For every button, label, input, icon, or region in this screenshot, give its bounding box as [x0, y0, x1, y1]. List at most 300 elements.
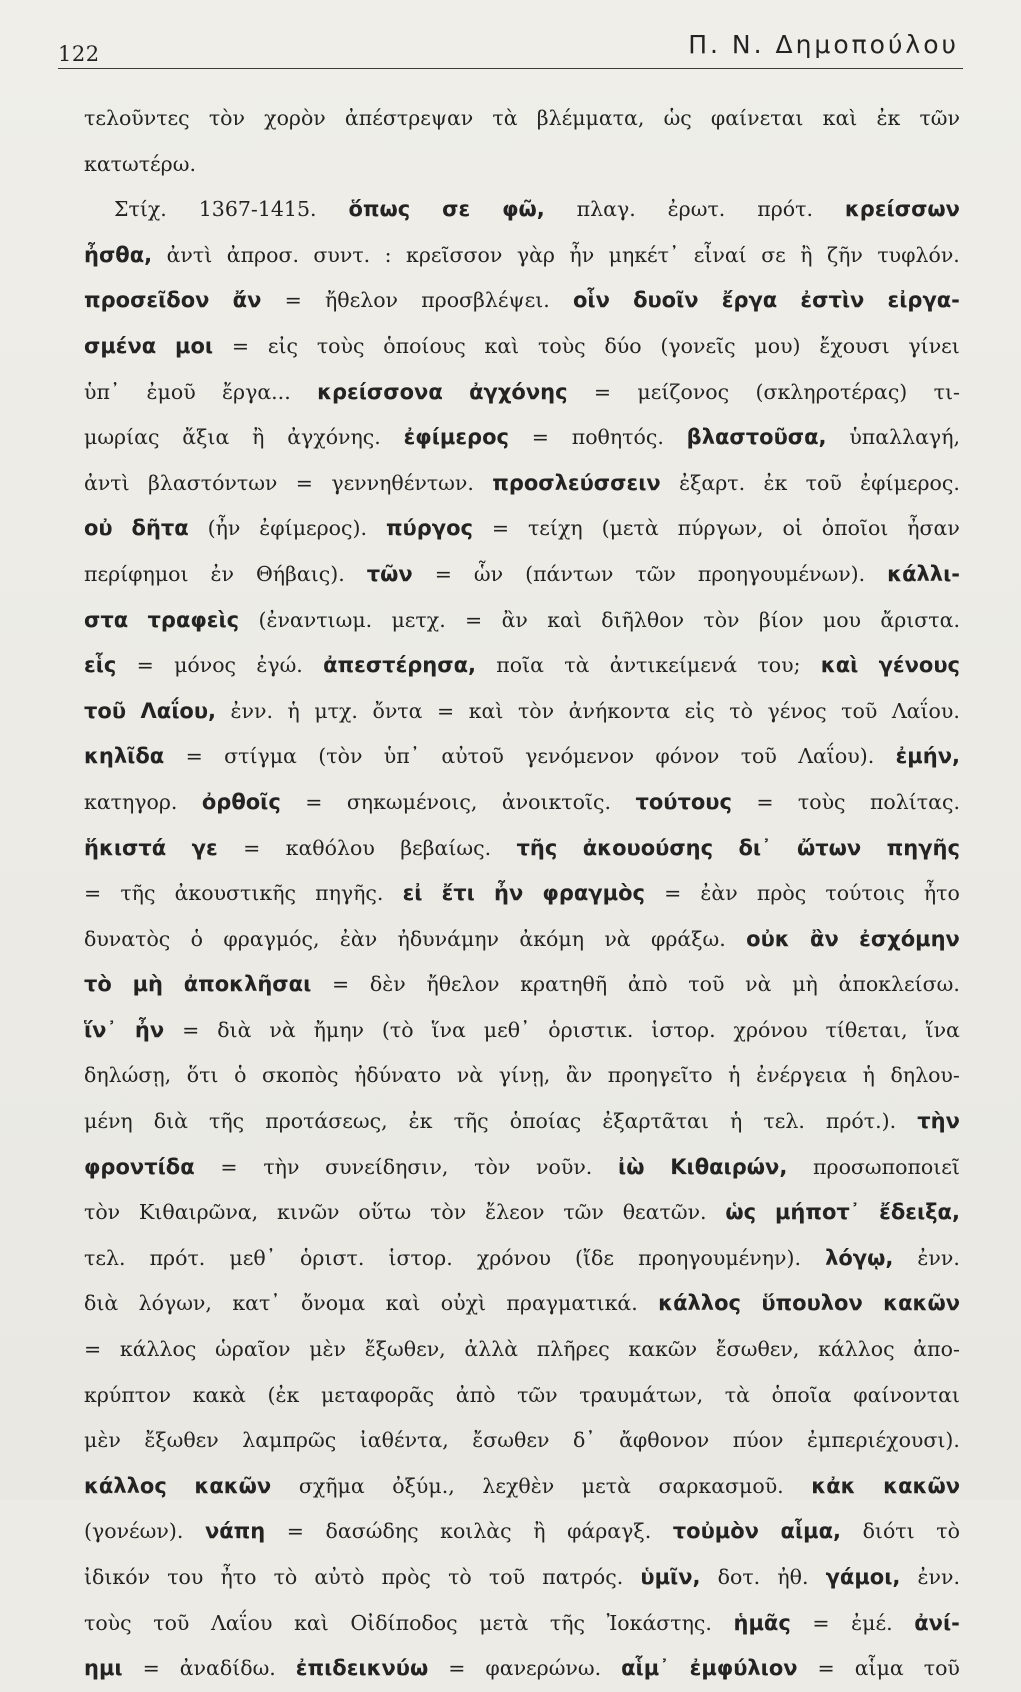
- gloss-word: ὧν: [473, 561, 504, 586]
- lemma-word: τραφεὶς: [147, 607, 240, 632]
- gloss-word: ἰδικόν: [84, 1565, 151, 1589]
- lemma-word: ἂν: [810, 926, 839, 951]
- gloss-word: Λαΐου).: [798, 744, 875, 769]
- gloss-word: =: [142, 1656, 160, 1681]
- gloss-word: βίον: [758, 607, 804, 632]
- gloss-word: =: [593, 379, 612, 404]
- gloss-word: τῶν: [517, 1382, 558, 1407]
- gloss-word: ἦτο: [220, 1565, 257, 1589]
- gloss-word: τι-: [933, 379, 960, 404]
- lemma-word: Κιθαιρών,: [670, 1154, 788, 1179]
- lemma-word: ἀκουούσης: [582, 835, 714, 860]
- lemma-word: μὴ: [132, 972, 163, 997]
- gloss-word: =: [437, 698, 455, 723]
- gloss-word: καθόλου: [285, 835, 375, 860]
- gloss-word: μεθ᾽: [229, 1245, 276, 1270]
- gloss-word: σαρκασμοῦ.: [658, 1473, 784, 1498]
- gloss-word: ὁ: [190, 926, 203, 951]
- text-line: [84, 780, 960, 826]
- gloss-word: =: [84, 881, 102, 906]
- text-line: [84, 1327, 960, 1373]
- gloss-word: 1367-1415.: [198, 197, 317, 222]
- gloss-word: νοῦν.: [536, 1154, 593, 1179]
- gloss-word: τὸ: [273, 1565, 298, 1589]
- gloss-word: λόγων,: [138, 1291, 212, 1316]
- gloss-word: του: [167, 1565, 204, 1589]
- gloss-word: Οἰδίποδος: [350, 1610, 458, 1635]
- gloss-word: μου: [822, 607, 862, 632]
- gloss-word: ὁριστ.: [300, 1245, 365, 1270]
- gloss-word: οἱ: [782, 516, 803, 541]
- lemma-word: εἰργα-: [887, 288, 960, 313]
- gloss-word: τὸν: [474, 1154, 511, 1179]
- lemma-word: ἐμήν,: [895, 744, 960, 769]
- gloss-word: δηλώσῃ,: [84, 1063, 172, 1088]
- gloss-word: εἰς: [684, 698, 715, 723]
- gloss-word: τοὺς: [84, 1610, 132, 1635]
- text-line: [84, 96, 960, 142]
- lemma-word: φῶ,: [502, 197, 545, 222]
- gloss-word: πρότ.: [149, 1245, 206, 1270]
- gloss-word: πατρός.: [542, 1565, 624, 1589]
- gloss-word: ἱστορ.: [651, 1017, 716, 1042]
- gloss-word: τοῦ: [923, 1656, 960, 1681]
- lemma-word: σμένα: [84, 333, 157, 358]
- gloss-word: τὸν: [84, 1200, 121, 1225]
- gloss-word: ἐξαρτ.: [679, 470, 746, 495]
- gloss-word: γενόμενον: [525, 744, 635, 769]
- lemma-word: πύργος: [385, 516, 473, 541]
- gloss-word: ἄφθονον: [619, 1428, 710, 1453]
- gloss-word: μου): [754, 333, 801, 358]
- text-line: [84, 1281, 960, 1327]
- lemma-word: οἷν: [572, 288, 610, 313]
- lemma-word: ἔδειξα,: [879, 1200, 960, 1225]
- gloss-word: χρόνου: [476, 1245, 551, 1270]
- gloss-word: ἔσωθεν: [472, 1428, 550, 1453]
- gloss-word: Θήβαις).: [255, 561, 345, 586]
- gloss-word: =: [434, 561, 452, 586]
- gloss-word: ἐξαρτᾶται: [602, 1109, 709, 1134]
- gloss-word: ἔξωθεν,: [364, 1337, 446, 1362]
- gloss-word: νὰ: [745, 972, 772, 997]
- text-line: [84, 187, 960, 233]
- gloss-word: (ἦν: [207, 516, 241, 541]
- lemma-word: κρείσσων: [844, 197, 960, 222]
- gloss-word: καὶ: [468, 698, 504, 723]
- text-line: [84, 142, 960, 188]
- gloss-word: ἱστορ.: [388, 1245, 453, 1270]
- lemma-word: ὀρθοῖς: [201, 789, 281, 814]
- gloss-word: σε: [761, 242, 786, 267]
- text-line: [84, 233, 960, 279]
- gloss-word: φράξω.: [651, 926, 726, 951]
- gloss-word: μένη: [84, 1109, 133, 1134]
- gloss-word: λεχθὲν: [482, 1473, 555, 1498]
- lemma-word: καὶ: [820, 653, 859, 678]
- gloss-word: (μετὰ: [601, 516, 659, 541]
- gloss-word: ἐὰν: [700, 881, 738, 906]
- lemma-word: ἰὼ: [618, 1154, 645, 1179]
- lemma-word: φραγμὸς: [542, 881, 645, 906]
- gloss-word: (σκληροτέρας): [755, 379, 908, 404]
- gloss-word: ἔξωθεν: [144, 1428, 219, 1453]
- gloss-word: ἄξια: [182, 425, 230, 450]
- gloss-word: τοῦ: [841, 698, 878, 723]
- text-line: [84, 962, 960, 1008]
- gloss-word: ἵνα: [431, 1017, 466, 1042]
- gloss-word: νὰ: [269, 1017, 296, 1042]
- text-line: [84, 461, 960, 507]
- text-line: [84, 689, 960, 735]
- gloss-word: συντ.: [313, 242, 371, 267]
- gloss-word: οὕτω: [358, 1200, 412, 1225]
- gloss-word: συνείδησιν,: [325, 1154, 449, 1179]
- lemma-word: σε: [442, 197, 471, 222]
- gloss-word: ἐφίμερος.: [860, 470, 960, 495]
- gloss-word: ἤθελον: [324, 288, 398, 313]
- gloss-word: μηκέτ᾽: [608, 242, 680, 267]
- gloss-word: =: [305, 789, 323, 814]
- gloss-word: ἀντὶ: [84, 470, 130, 495]
- lemma-word: αἷμ᾽: [621, 1656, 670, 1681]
- gloss-word: γὰρ: [516, 242, 555, 267]
- gloss-word: ἐμέ.: [851, 1610, 893, 1635]
- gloss-word: τοὺς: [316, 333, 365, 358]
- gloss-word: ἐν: [210, 561, 234, 586]
- gloss-word: φαίνεται: [710, 106, 804, 130]
- lemma-word: κάλλος: [84, 1473, 167, 1498]
- gloss-word: ἐνν.: [230, 698, 273, 723]
- gloss-word: τὴν: [263, 1154, 300, 1179]
- gloss-word: ὡς: [663, 106, 692, 130]
- gloss-word: δ᾽: [572, 1428, 596, 1453]
- gloss-word: =: [756, 789, 774, 814]
- gloss-word: ἠθ.: [777, 1565, 809, 1589]
- gloss-word: μετὰ: [479, 1610, 529, 1635]
- gloss-word: (ἐναντιωμ.: [258, 607, 373, 632]
- gloss-word: κατ᾽: [232, 1291, 281, 1316]
- gloss-word: μεθ᾽: [483, 1017, 531, 1042]
- gloss-word: =: [284, 288, 302, 313]
- gloss-word: πρότ.: [757, 197, 813, 222]
- gloss-word: φαίνονται: [853, 1382, 960, 1407]
- gloss-word: αἷμα: [854, 1656, 904, 1681]
- gloss-word: τείχη: [527, 516, 583, 541]
- gloss-word: ἡ: [730, 1109, 743, 1134]
- lemma-word: νάπη: [204, 1519, 266, 1544]
- lemma-word: ημι: [84, 1656, 123, 1681]
- gloss-word: ἀνοικτοῖς.: [501, 789, 612, 814]
- gloss-word: ἤμην: [313, 1017, 364, 1042]
- running-head: Π. Ν. Δημοπούλου: [688, 30, 959, 59]
- gloss-word: ἄριστα.: [880, 607, 960, 632]
- gloss-word: πρὸς: [756, 881, 807, 906]
- gloss-word: τὰ: [492, 106, 518, 130]
- gloss-word: κινῶν: [277, 1200, 340, 1225]
- gloss-word: κατωτέρω.: [84, 151, 196, 176]
- gloss-word: δύο: [604, 333, 642, 358]
- gloss-word: κακῶν: [628, 1337, 698, 1362]
- lemma-word: αἷμα,: [780, 1519, 842, 1544]
- gloss-word: τοῦ: [805, 470, 842, 495]
- lemma-word: ἵν᾽: [84, 1017, 117, 1042]
- lemma-word: λόγῳ,: [825, 1245, 894, 1270]
- lemma-word: εἷς: [84, 653, 117, 678]
- gloss-word: σκοπὸς: [262, 1063, 339, 1088]
- lemma-word: κακῶν: [883, 1291, 960, 1316]
- lemma-word: ἀπεστέρησα,: [323, 653, 477, 678]
- text-line: [84, 1373, 960, 1419]
- gloss-word: ἐμπεριέχουσι).: [807, 1428, 960, 1453]
- gloss-word: προσωποποιεῖ: [813, 1154, 960, 1179]
- lemma-word: τῶν: [366, 561, 413, 586]
- gloss-word: κρύπτον: [84, 1382, 171, 1407]
- gloss-word: =: [332, 972, 350, 997]
- gloss-word: Κιθαιρῶνα,: [139, 1200, 259, 1225]
- gloss-word: ἔχουσι: [819, 333, 890, 358]
- gloss-word: =: [491, 516, 510, 541]
- gloss-word: τῆς: [120, 881, 156, 906]
- gloss-word: βλαστόντων: [148, 470, 278, 495]
- lemma-word: δι᾽: [738, 835, 772, 860]
- gloss-word: ἦτο: [923, 881, 960, 906]
- lemma-word: κάλλος: [658, 1291, 741, 1316]
- gloss-word: (γονεῖς: [660, 333, 736, 358]
- gloss-word: φανερώνω.: [485, 1656, 602, 1681]
- gloss-word: τὸ: [729, 698, 753, 723]
- gloss-word: τελ.: [84, 1245, 126, 1270]
- lemma-word: ἐμφύλιον: [689, 1656, 798, 1681]
- gloss-word: σηκωμένοις,: [346, 789, 478, 814]
- gloss-word: Στίχ.: [114, 197, 167, 222]
- gloss-word: (πάντων: [525, 561, 614, 586]
- gloss-word: (ἴδε: [575, 1245, 615, 1270]
- lemma-word: κακῶν: [194, 1473, 272, 1498]
- lemma-word: ἀποκλῆσαι: [183, 972, 312, 997]
- gloss-word: ἐκ: [876, 106, 901, 130]
- gloss-word: πύργων,: [677, 516, 764, 541]
- lemma-word: κρείσσονα: [317, 379, 443, 404]
- lemma-word: προσλεύσσειν: [492, 470, 661, 495]
- text-line: [84, 278, 960, 324]
- gloss-word: του;: [757, 653, 801, 678]
- gloss-word: ἀνήκοντα: [568, 698, 671, 723]
- gloss-word: τοῦ: [153, 1610, 190, 1635]
- lemma-word: ἀγχόνης: [469, 379, 568, 404]
- gloss-word: ὄνομα: [300, 1291, 366, 1316]
- gloss-word: τῶν: [563, 1200, 604, 1225]
- gloss-word: πρὸς: [381, 1565, 431, 1589]
- gloss-word: μείζονος: [637, 379, 730, 404]
- lemma-word: κηλῖδα: [84, 744, 165, 769]
- gloss-word: ἔργα...: [222, 379, 291, 404]
- text-line: [84, 1418, 960, 1464]
- gloss-word: ὁποίους: [383, 333, 466, 358]
- gloss-word: (γονέων).: [84, 1519, 184, 1544]
- gloss-word: τὸν: [517, 698, 555, 723]
- gloss-word: ἤθελον: [426, 972, 500, 997]
- lemma-word: οὐκ: [746, 926, 790, 951]
- gloss-word: εἰς: [267, 333, 299, 358]
- lemma-word: στα: [84, 607, 129, 632]
- text-line: [84, 917, 960, 963]
- gloss-word: χρόνου: [733, 1017, 808, 1042]
- lemma-word: ὑμῖν,: [640, 1565, 701, 1589]
- gloss-word: τῆς: [549, 1610, 586, 1635]
- lemma-word: ἔτι: [441, 881, 475, 906]
- lemma-word: πηγῆς: [886, 835, 960, 860]
- gloss-word: κάλλος: [119, 1337, 197, 1362]
- gloss-word: ἂν: [565, 1063, 593, 1088]
- gloss-word: τοῦ: [488, 1565, 526, 1589]
- gloss-word: δασώδης: [325, 1519, 419, 1544]
- lemma-word: κάλλι-: [887, 561, 960, 586]
- gloss-word: μεταφορᾶς: [320, 1382, 435, 1407]
- lemma-word: ἦσθα,: [84, 242, 153, 267]
- gloss-word: ὀξύμ.,: [392, 1473, 455, 1498]
- gloss-word: ἐγώ.: [256, 653, 303, 678]
- gloss-word: γεννηθέντων.: [331, 470, 474, 495]
- gloss-word: ποθητός.: [571, 425, 664, 450]
- gloss-word: ἀγχόνης.: [287, 425, 381, 450]
- gloss-word: ἀπὸ: [455, 1382, 496, 1407]
- lemma-word: Λαΐου,: [140, 698, 216, 723]
- page-number: 122: [58, 42, 100, 66]
- gloss-word: ὁ: [234, 1063, 247, 1088]
- gloss-word: ἢ: [800, 242, 813, 267]
- gloss-word: πλῆρες: [536, 1337, 610, 1362]
- gloss-word: μετὰ: [581, 1473, 631, 1498]
- text-line: [84, 324, 960, 370]
- gloss-word: διότι: [862, 1519, 915, 1544]
- gloss-word: κατηγορ.: [84, 789, 178, 814]
- text-line: [84, 734, 960, 780]
- lemma-word: ἔργα: [721, 288, 778, 313]
- gloss-word: ἡ: [287, 698, 300, 723]
- gloss-word: νὰ: [456, 1063, 484, 1088]
- text-line: [84, 1555, 960, 1601]
- header-rule: [58, 68, 963, 69]
- gloss-word: ὅτι: [186, 1063, 219, 1088]
- text-line: [84, 643, 960, 689]
- gloss-word: τὰ: [564, 653, 590, 678]
- lemma-word: ἐσχόμην: [859, 926, 960, 951]
- gloss-word: τῆς: [209, 1109, 245, 1134]
- gloss-word: ἢ: [252, 425, 265, 450]
- lemma-word: γένους: [878, 653, 960, 678]
- gloss-word: μωρίας: [84, 425, 160, 450]
- gloss-word: ἐνν.: [917, 1245, 960, 1270]
- gloss-word: ἠδυνάμην: [397, 926, 500, 951]
- gloss-word: θεατῶν.: [622, 1200, 707, 1225]
- gloss-word: :: [384, 242, 392, 267]
- gloss-word: (τὸ: [381, 1017, 414, 1042]
- gloss-word: ὑπαλλαγή,: [849, 425, 960, 450]
- gloss-word: προηγεῖτο: [607, 1063, 713, 1088]
- gloss-word: τῶν: [635, 561, 676, 586]
- text-line: [84, 1509, 960, 1555]
- gloss-word: τοὺς: [797, 789, 846, 814]
- gloss-word: ἦσαν: [907, 516, 960, 541]
- lemma-word: ὅπως: [348, 197, 411, 222]
- gloss-word: =: [220, 1154, 238, 1179]
- commentary-text: [84, 96, 960, 1692]
- gloss-word: ἀπροσ.: [226, 242, 299, 267]
- gloss-word: ἵνα: [925, 1017, 960, 1042]
- lemma-word: μοι: [175, 333, 214, 358]
- gloss-word: δυνατὸς: [84, 926, 171, 951]
- text-line: [84, 1008, 960, 1054]
- lemma-word: ὤτων: [797, 835, 862, 860]
- text-line: [84, 506, 960, 552]
- gloss-word: (ἐκ: [267, 1382, 300, 1407]
- gloss-word: ἐνν.: [917, 1565, 960, 1589]
- gloss-word: ἂν: [501, 607, 528, 632]
- lemma-word: ἄν: [232, 288, 262, 313]
- gloss-word: ἀντὶ: [166, 242, 213, 267]
- gloss-word: προηγουμένην).: [638, 1245, 801, 1270]
- gloss-word: δηλου-: [890, 1063, 960, 1088]
- gloss-word: ἰαθέντα,: [359, 1428, 449, 1453]
- lemma-word: ἀνί-: [914, 1610, 960, 1635]
- text-line: [84, 598, 960, 644]
- gloss-word: στίγμα: [224, 744, 297, 769]
- gloss-word: τῆς: [453, 1109, 489, 1134]
- lemma-word: ἦν: [494, 881, 524, 906]
- gloss-word: ἐκ: [408, 1109, 433, 1134]
- gloss-word: προσβλέψει.: [421, 288, 550, 313]
- gloss-word: ἀλλὰ: [464, 1337, 519, 1362]
- gloss-word: φόνον: [655, 744, 720, 769]
- gloss-word: ἐφίμερος).: [259, 516, 368, 541]
- gloss-word: σχῆμα: [298, 1473, 365, 1498]
- lemma-word: οὐ: [84, 516, 113, 541]
- gloss-word: ἐκ: [763, 470, 788, 495]
- gloss-word: τοῦ: [740, 744, 777, 769]
- text-line: [84, 1236, 960, 1282]
- gloss-word: τούτοις: [825, 881, 905, 906]
- gloss-word: ἀπὸ: [627, 972, 668, 997]
- gloss-word: ζῆν: [827, 242, 863, 267]
- gloss-word: τίθεται,: [825, 1017, 908, 1042]
- lemma-word: ἦν: [134, 1017, 165, 1042]
- gloss-word: =: [295, 470, 313, 495]
- lemma-word: ὡς: [725, 1200, 757, 1225]
- lemma-word: ἐπιδεικνύω: [295, 1656, 429, 1681]
- gloss-word: ἀκόμη: [519, 926, 584, 951]
- text-line: [84, 1145, 960, 1191]
- text-line: [84, 552, 960, 598]
- gloss-word: ὑπ᾽: [84, 379, 121, 404]
- gloss-word: κακὰ: [192, 1382, 246, 1407]
- gloss-word: ἀποκλείσω.: [838, 972, 960, 997]
- gloss-word: τὸν: [430, 1200, 467, 1225]
- gloss-word: ἀπο-: [913, 1337, 960, 1362]
- gloss-word: ἐμοῦ: [146, 379, 196, 404]
- gloss-word: κρατηθῆ: [520, 972, 608, 997]
- gloss-word: ἔλεον: [485, 1200, 545, 1225]
- lemma-word: κἀκ: [811, 1473, 856, 1498]
- text-line: [84, 1053, 960, 1099]
- gloss-word: μὲν: [309, 1337, 347, 1362]
- gloss-word: ὁποῖα: [771, 1382, 832, 1407]
- gloss-word: αὐτὸ: [314, 1565, 365, 1589]
- lemma-word: τοὐμὸν: [672, 1519, 759, 1544]
- lemma-word: κακῶν: [883, 1473, 960, 1498]
- gloss-word: τὸ: [448, 1565, 472, 1589]
- lemma-word: προσεῖδον: [84, 288, 210, 313]
